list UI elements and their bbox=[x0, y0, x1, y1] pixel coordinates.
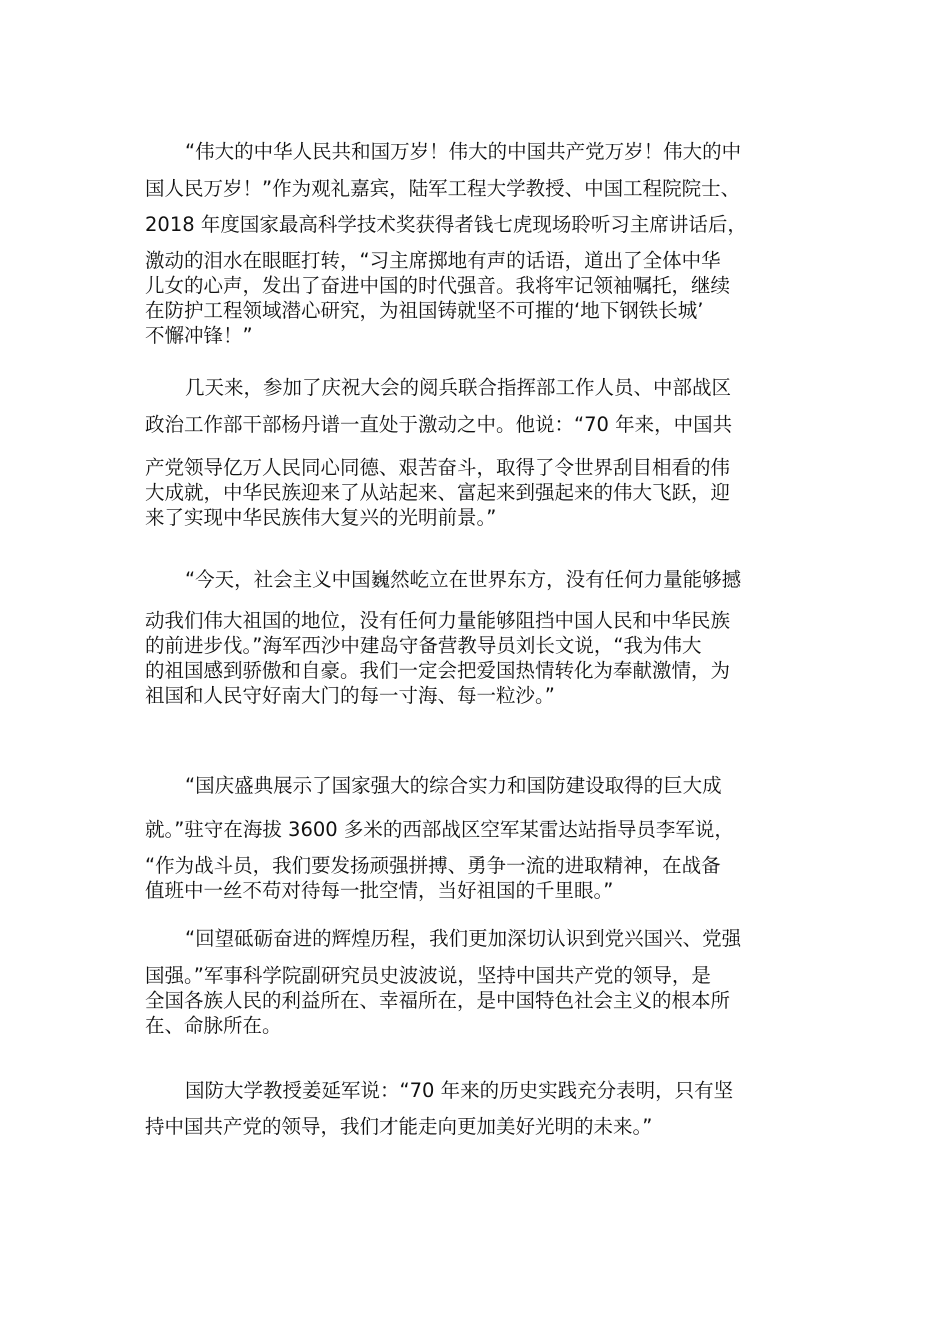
paragraph-line: 在防护工程领域潜心研究，为祖国铸就坚不可摧的‘地下钢铁长城’ bbox=[145, 299, 704, 322]
paragraph-line: 激动的泪水在眼眶打转，“习主席掷地有声的话语，道出了全体中华 bbox=[145, 249, 721, 272]
paragraph-line: “回望砥砺奋进的辉煌历程，我们更加深切认识到党兴国兴、党强 bbox=[185, 927, 742, 950]
paragraph-line: “伟大的中华人民共和国万岁！伟大的中国共产党万岁！伟大的中 bbox=[185, 140, 742, 163]
paragraph-line: 祖国和人民守好南大门的每一寸海、每一粒沙。” bbox=[145, 684, 555, 707]
paragraph-line: 大成就，中华民族迎来了从站起来、富起来到强起来的伟大飞跃，迎 bbox=[145, 481, 731, 504]
paragraph-line: 国人民万岁！”作为观礼嘉宾，陆军工程大学教授、中国工程院院士、 bbox=[145, 177, 741, 200]
paragraph-line: 的前进步伐。”海军西沙中建岛守备营教导员刘长文说，“我为伟大 bbox=[145, 634, 702, 657]
paragraph-line: 值班中一丝不苟对待每一批空情，当好祖国的千里眼。” bbox=[145, 879, 614, 902]
paragraph-line: 国防大学教授姜延军说：“70 年来的历史实践充分表明，只有坚 bbox=[185, 1079, 734, 1102]
paragraph-line: 的祖国感到骄傲和自豪。我们一定会把爱国热情转化为奉献激情，为 bbox=[145, 659, 731, 682]
paragraph-line: 来了实现中华民族伟大复兴的光明前景。” bbox=[145, 506, 497, 529]
paragraph-line: 国强。”军事科学院副研究员史波波说，坚持中国共产党的领导，是 bbox=[145, 964, 711, 987]
paragraph-line: 几天来，参加了庆祝大会的阅兵联合指挥部工作人员、中部战区 bbox=[185, 376, 732, 399]
paragraph-line: “作为战斗员，我们要发扬顽强拼搏、勇争一流的进取精神，在战备 bbox=[145, 854, 721, 877]
paragraph-line: 2018 年度国家最高科学技术奖获得者钱七虎现场聆听习主席讲话后， bbox=[145, 213, 747, 236]
paragraph-line: 儿女的心声，发出了奋进中国的时代强音。我将牢记领袖嘱托，继续 bbox=[145, 274, 731, 297]
paragraph-line: 产党领导亿万人民同心同德、艰苦奋斗，取得了令世界刮目相看的伟 bbox=[145, 456, 731, 479]
paragraph-line: 不懈冲锋！” bbox=[145, 324, 253, 347]
paragraph-line: 持中国共产党的领导，我们才能走向更加美好光明的未来。” bbox=[145, 1115, 653, 1138]
paragraph-line: 全国各族人民的利益所在、幸福所在，是中国特色社会主义的根本所 bbox=[145, 989, 731, 1012]
paragraph-line: “国庆盛典展示了国家强大的综合实力和国防建设取得的巨大成 bbox=[185, 774, 722, 797]
paragraph-line: 就。”驻守在海拔 3600 多米的西部战区空军某雷达站指导员李军说， bbox=[145, 818, 734, 841]
paragraph-line: 在、命脉所在。 bbox=[145, 1014, 282, 1037]
paragraph-line: 动我们伟大祖国的地位，没有任何力量能够阻挡中国人民和中华民族 bbox=[145, 609, 731, 632]
paragraph-line: 政治工作部干部杨丹谱一直处于激动之中。他说：“70 年来，中国共 bbox=[145, 413, 733, 436]
paragraph-line: “今天，社会主义中国巍然屹立在世界东方，没有任何力量能够撼 bbox=[185, 568, 742, 591]
